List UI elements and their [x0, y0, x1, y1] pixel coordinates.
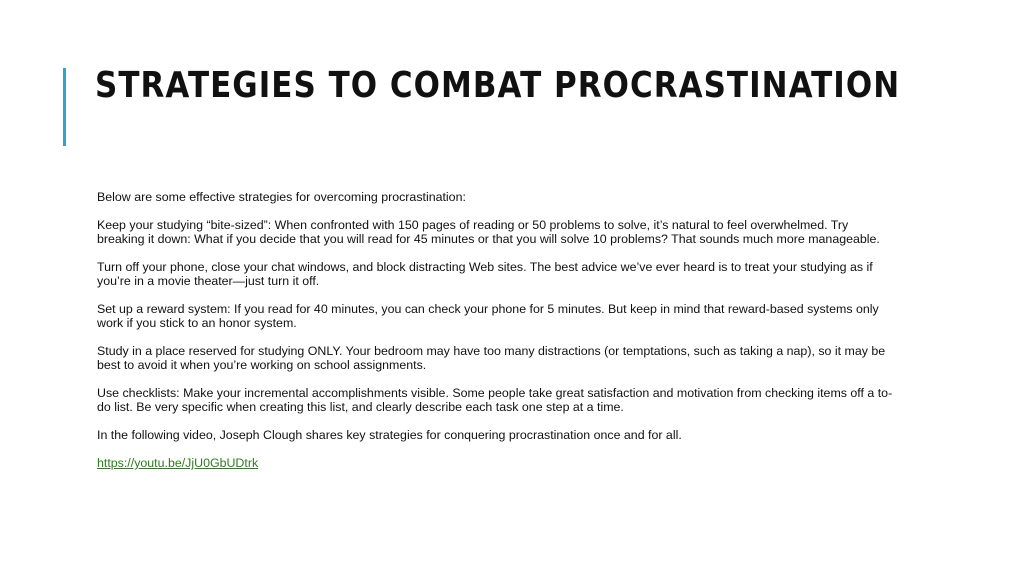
slide-body: [97, 190, 897, 484]
strategy-turn-off-phone: Turn off your phone, close your chat windows, and block distracting Web sites. The best advice we’ve ever heard is to treat your studying as if you’re in a movie theater—just turn it off.: [97, 260, 873, 288]
strategy-checklists: Use checklists: Make your incremental accomplishments visible. Some people take great satisfaction and motivation from checking items off a to-do list. Be very specific when creating this list, and clearly describe each task one step at a time.: [97, 386, 893, 414]
strategy-study-place: Study in a place reserved for studying ONLY. Your bedroom may have too many distractions (or temptations, such as taking a nap), so it may be best to avoid it when you’re working on school assignments.: [97, 344, 886, 372]
title-accent-bar: [63, 68, 66, 146]
slide-title: STRATEGIES TO COMBAT PROCRASTINATION: [95, 65, 901, 106]
strategy-reward-system: Set up a reward system: If you read for 40 minutes, you can check your phone for 5 minutes. But keep in mind that reward-based systems only work if you stick to an honor system.: [97, 302, 879, 330]
video-link-paragraph: [97, 456, 897, 470]
intro-paragraph: Below are some effective strategies for overcoming procrastination:: [97, 190, 466, 204]
video-intro-paragraph: In the following video, Joseph Clough shares key strategies for conquering procrastination once and for all.: [97, 428, 682, 442]
strategy-bite-sized: Keep your studying “bite-sized”: When confronted with 150 pages of reading or 50 problems to solve, it’s natural to feel overwhelmed. Try breaking it down: What if you decide that you will read for 45 minutes or that you will solve 10 problems? That sounds much more manageable.: [97, 218, 880, 246]
video-link[interactable]: https://youtu.be/JjU0GbUDtrk: [97, 456, 259, 470]
